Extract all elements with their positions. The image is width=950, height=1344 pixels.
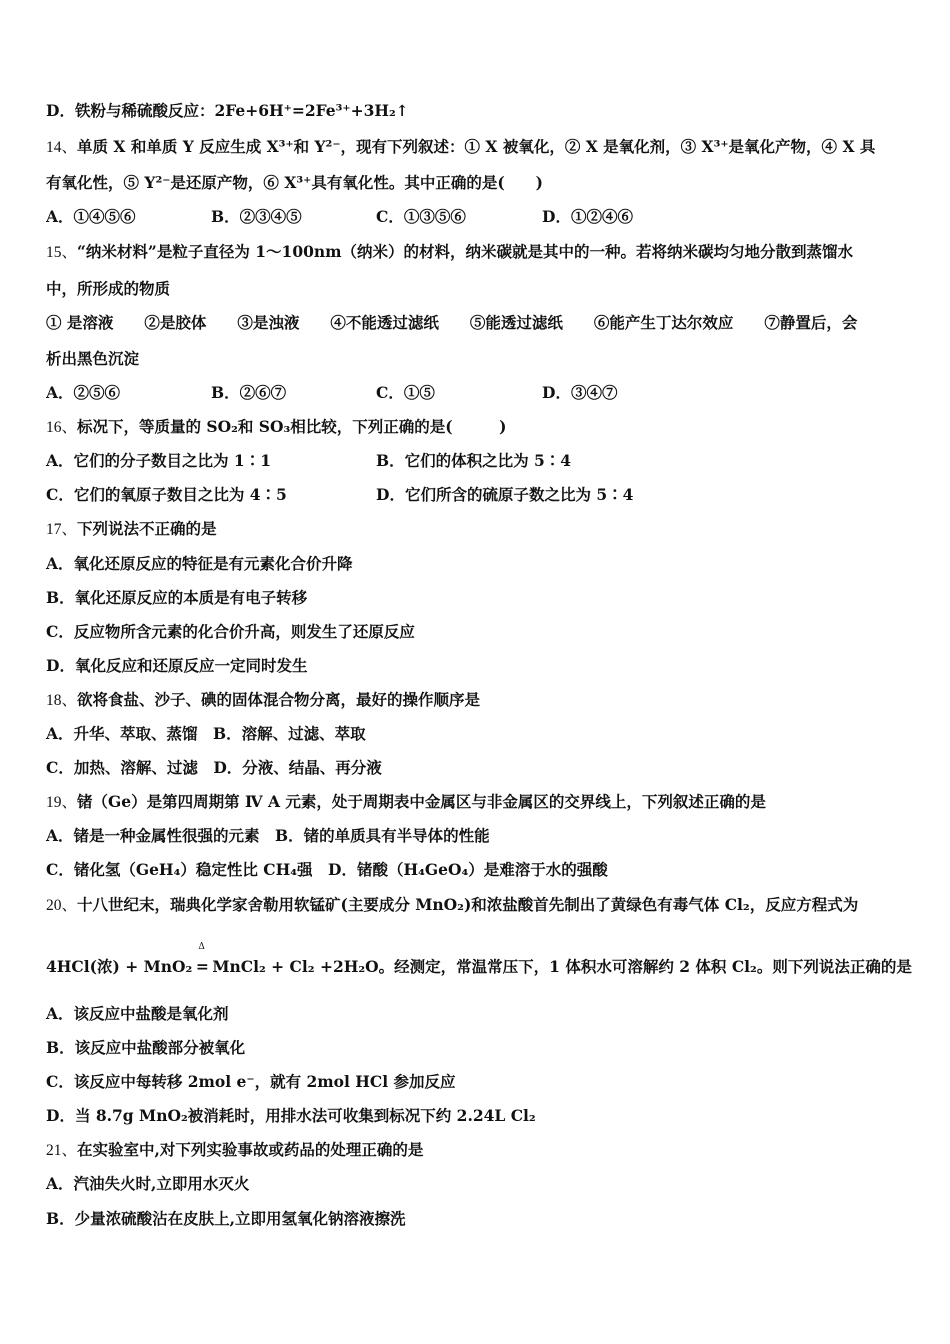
q20-equation-line [46, 942, 912, 978]
q20-equation-sign [192, 942, 212, 978]
q15-items-line1: ① 是溶液 ②是胶体 ③是浊液 ④不能透过滤纸 ⑤能透过滤纸 ⑥能产生丁达尔效应 ⑦静置后，会 [46, 313, 858, 332]
q16-stem-text: 标况下，等质量的 SO₂和 SO₃相比较，下列正确的是( ) [77, 417, 507, 436]
q15-option-d: D．③④⑦ [542, 383, 618, 402]
q21-number: 21、 [46, 1142, 78, 1159]
q15-option-a: A．②⑤⑥ [46, 383, 121, 402]
q19-number: 19、 [46, 794, 78, 811]
q17-stem [46, 518, 217, 541]
q20-stem-line1 [46, 894, 858, 917]
q16-option-b: B．它们的体积之比为 5∶4 [376, 451, 572, 470]
q20-option-c: C．该反应中每转移 2mol e⁻，就有 2mol HCl 参加反应 [46, 1072, 456, 1091]
q18-stem [46, 689, 480, 712]
q18-stem-text: 欲将食盐、沙子、碘的固体混合物分离，最好的操作顺序是 [77, 690, 481, 709]
q13-option-d: D．铁粉与稀硫酸反应：2Fe+6H⁺=2Fe³⁺+3H₂↑ [46, 101, 409, 120]
q16-option-a: A．它们的分子数目之比为 1∶1 [46, 451, 271, 470]
q15-number: 15、 [46, 244, 78, 261]
q19-options-row1: A．锗是一种金属性很强的元素 B．锗的单质具有半导体的性能 [46, 826, 490, 845]
q14-stem-line2: 有氧化性，⑤ Y²⁻是还原产物，⑥ X³⁺具有氧化性。其中正确的是( ) [46, 173, 543, 192]
q17-option-b: B．氧化还原反应的本质是有电子转移 [46, 588, 308, 607]
q16-stem [46, 416, 506, 439]
q19-options-row2: C．锗化氢（GeH₄）稳定性比 CH₄强 D．锗酸（H₄GeO₄）是难溶于水的强酸 [46, 860, 608, 879]
q20-option-d: D．当 8.7g MnO₂被消耗时，用排水法可收集到标况下约 2.24L Cl₂ [46, 1106, 536, 1125]
q14-stem-line1 [46, 136, 875, 159]
q15-stem-line2: 中，所形成的物质 [46, 279, 171, 298]
q15-items-line2: 析出黑色沉淀 [46, 349, 140, 368]
q14-stem-text1: 单质 X 和单质 Y 反应生成 X³⁺和 Y²⁻，现有下列叙述：① X 被氧化，② X 是氧化剂，③ X³⁺是氧化产物，④ X 具 [77, 137, 876, 156]
q20-equation-right: MnCl₂ + Cl₂ +2H₂O。经测定，常温常压下，1 体积水可溶解约 2 体积 Cl₂。则下列说法正确的是 [212, 957, 912, 976]
q19-stem [46, 791, 766, 814]
q21-option-b: B．少量浓硫酸沾在皮肤上,立即用氢氧化钠溶液擦洗 [46, 1209, 406, 1228]
q17-stem-text: 下列说法不正确的是 [77, 519, 217, 538]
q20-option-b: B．该反应中盐酸部分被氧化 [46, 1038, 246, 1057]
q18-options-row2: C．加热、溶解、过滤 D．分液、结晶、再分液 [46, 758, 382, 777]
q15-stem-line1 [46, 241, 853, 264]
q17-number: 17、 [46, 521, 78, 538]
q20-number: 20、 [46, 897, 78, 914]
q14-option-a: A．①④⑤⑥ [46, 207, 136, 226]
q21-option-a: A．汽油失火时,立即用水灭火 [46, 1174, 250, 1193]
q17-option-c: C．反应物所含元素的化合价升高，则发生了还原反应 [46, 622, 415, 641]
q18-number: 18、 [46, 692, 78, 709]
q16-number: 16、 [46, 419, 78, 436]
q20-equals: = [195, 957, 209, 976]
q15-stem-text1: “纳米材料”是粒子直径为 1～100nm（纳米）的材料，纳米碳就是其中的一种。若将纳米碳均匀地分散到蒸馏水 [77, 242, 854, 261]
q17-option-a: A．氧化还原反应的特征是有元素化合价升降 [46, 554, 353, 573]
q20-option-a: A．该反应中盐酸是氧化剂 [46, 1004, 229, 1023]
q17-option-d: D．氧化反应和还原反应一定同时发生 [46, 656, 308, 675]
q21-stem-text: 在实验室中,对下列实验事故或药品的处理正确的是 [77, 1140, 424, 1159]
q15-option-c: C．①⑤ [376, 383, 435, 402]
q20-delta-symbol: Δ [198, 942, 205, 952]
q19-stem-text: 锗（Ge）是第四周期第 Ⅳ A 元素，处于周期表中金属区与非金属区的交界线上，下列叙述正确的是 [77, 792, 766, 811]
q16-option-c: C．它们的氧原子数目之比为 4∶5 [46, 485, 287, 504]
q15-option-b: B．②⑥⑦ [211, 383, 287, 402]
q14-option-d: D．①②④⑥ [542, 207, 633, 226]
q20-equation-left: 4HCl(浓) + MnO₂ [46, 957, 193, 976]
q14-number: 14、 [46, 139, 78, 156]
q14-option-c: C．①③⑤⑥ [376, 207, 466, 226]
q18-options-row1: A．升华、萃取、蒸馏 B．溶解、过滤、萃取 [46, 724, 366, 743]
q21-stem [46, 1139, 423, 1162]
q16-option-d: D．它们所含的硫原子数之比为 5∶4 [376, 485, 634, 504]
q20-stem-text1: 十八世纪末，瑞典化学家舍勒用软锰矿(主要成分 MnO₂)和浓盐酸首先制出了黄绿色有毒气体 Cl₂，反应方程式为 [77, 895, 859, 914]
q14-option-b: B．②③④⑤ [211, 207, 302, 226]
